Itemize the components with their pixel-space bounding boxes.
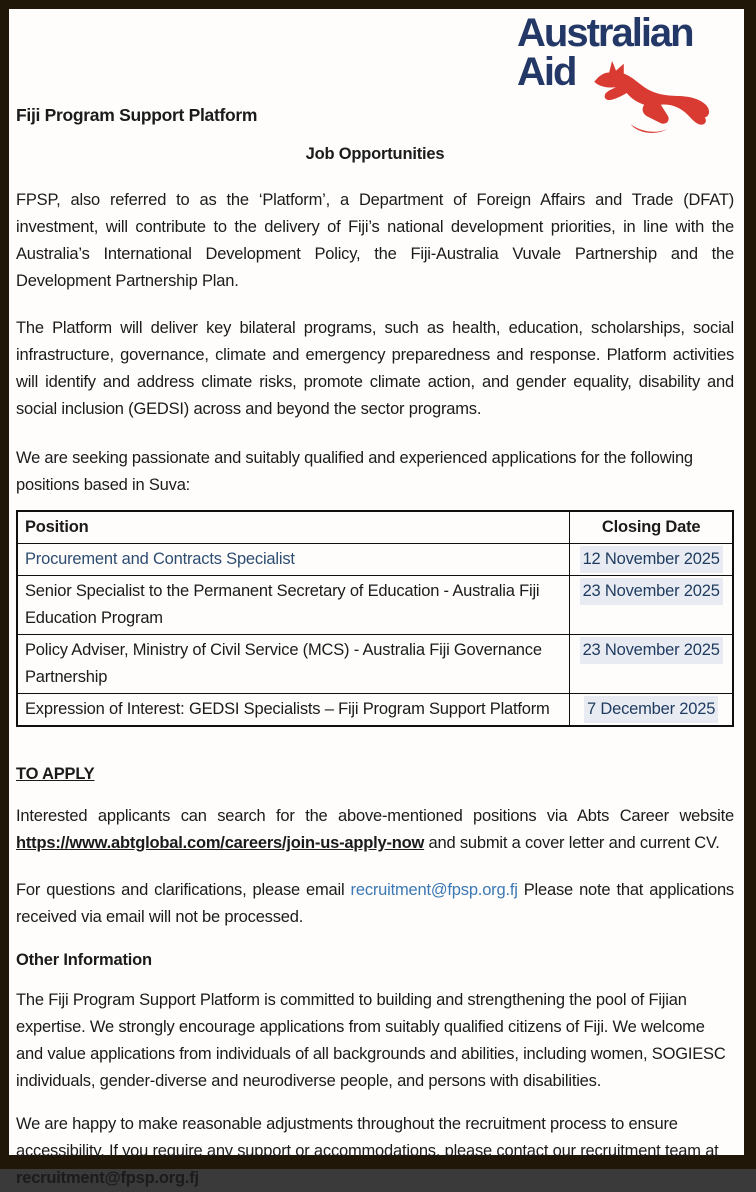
closing-date-value: 12 November 2025 xyxy=(580,546,723,573)
logo-text-australian: Australian xyxy=(517,11,693,55)
careers-website-link[interactable]: https://www.abtglobal.com/careers/join-us-apply-now xyxy=(16,834,425,852)
document-page xyxy=(9,9,744,1187)
apply-text-before-link: Interested applicants can search for the above-mentioned positions via Abts Career website xyxy=(16,807,734,825)
apply-paragraph-2 xyxy=(16,877,734,931)
closing-date-cell xyxy=(570,576,733,635)
position-cell: Senior Specialist to the Permanent Secretary of Education - Australia Fiji Education Program xyxy=(17,576,570,635)
logo-text-aid: Aid xyxy=(517,50,576,94)
other-information-heading: Other Information xyxy=(16,951,152,969)
recruitment-email-bold[interactable]: recruitment@fpsp.org.fj xyxy=(16,1169,199,1187)
column-header-closing-date: Closing Date xyxy=(570,511,733,544)
position-cell: Policy Adviser, Ministry of Civil Service (MCS) - Australia Fiji Governance Partnership xyxy=(17,635,570,694)
recruitment-email-link[interactable]: recruitment@fpsp.org.fj xyxy=(350,881,518,899)
positions-table-body xyxy=(17,544,733,727)
position-cell: Expression of Interest: GEDSI Specialists – Fiji Program Support Platform xyxy=(17,694,570,727)
closing-date-value: 23 November 2025 xyxy=(580,578,723,605)
intro-paragraph-1: FPSP, also referred to as the ‘Platform’, a Department of Foreign Affairs and Trade (DFAT) investment, will contribute to the delivery of Fiji’s national development priorities, in line with the Australia’s International Development Policy, the Fiji-Australia Vuvale Partnership and the Development Partnership Plan. xyxy=(16,191,734,290)
position-cell-link[interactable]: Procurement and Contracts Specialist xyxy=(17,544,570,576)
table-row xyxy=(17,635,733,694)
table-row xyxy=(17,694,733,727)
page-subtitle: Job Opportunities xyxy=(305,145,445,163)
table-row xyxy=(17,576,733,635)
questions-text-before-email: For questions and clarifications, please email xyxy=(16,881,345,899)
to-apply-heading: TO APPLY xyxy=(16,765,95,783)
column-header-position: Position xyxy=(17,511,570,544)
accessibility-text: We are happy to make reasonable adjustments throughout the recruitment process to ensure accessibility. If you require any support or accommodations, please contact our recruitment team at xyxy=(16,1115,719,1160)
closing-date-cell xyxy=(570,544,733,576)
positions-table xyxy=(16,510,734,727)
page-title: Fiji Program Support Platform xyxy=(16,105,258,125)
closing-date-value: 23 November 2025 xyxy=(580,637,723,664)
other-info-paragraph-1: The Fiji Program Support Platform is committed to building and strengthening the pool of Fijian expertise. We strongly encourage applications from suitably qualified citizens of Fiji. We welcome and value applications from individuals of all backgrounds and abilities, including women, SOGIESC individuals, gender-diverse and neurodiverse people, and persons with disabilities. xyxy=(16,991,726,1090)
table-row xyxy=(17,544,733,576)
apply-paragraph-1 xyxy=(16,803,734,857)
questions-text-after-email: Please note that applications received via email will not be processed. xyxy=(16,881,734,926)
other-info-paragraph-2 xyxy=(16,1111,734,1192)
intro-paragraph-2: The Platform will deliver key bilateral programs, such as health, education, scholarships, social infrastructure, governance, climate and emergency preparedness and response. Platform activities will identify and address climate risks, promote climate action, and gender equality, disability and social inclusion (GEDSI) across and beyond the sector programs. xyxy=(16,319,734,418)
closing-date-cell xyxy=(570,635,733,694)
closing-date-cell xyxy=(570,694,733,727)
table-header-row xyxy=(17,511,733,544)
intro-paragraph-3: We are seeking passionate and suitably qualified and experienced applications for the following positions based in Suva: xyxy=(16,449,693,494)
apply-text-after-link: and submit a cover letter and current CV. xyxy=(424,834,720,852)
closing-date-value: 7 December 2025 xyxy=(584,696,718,723)
